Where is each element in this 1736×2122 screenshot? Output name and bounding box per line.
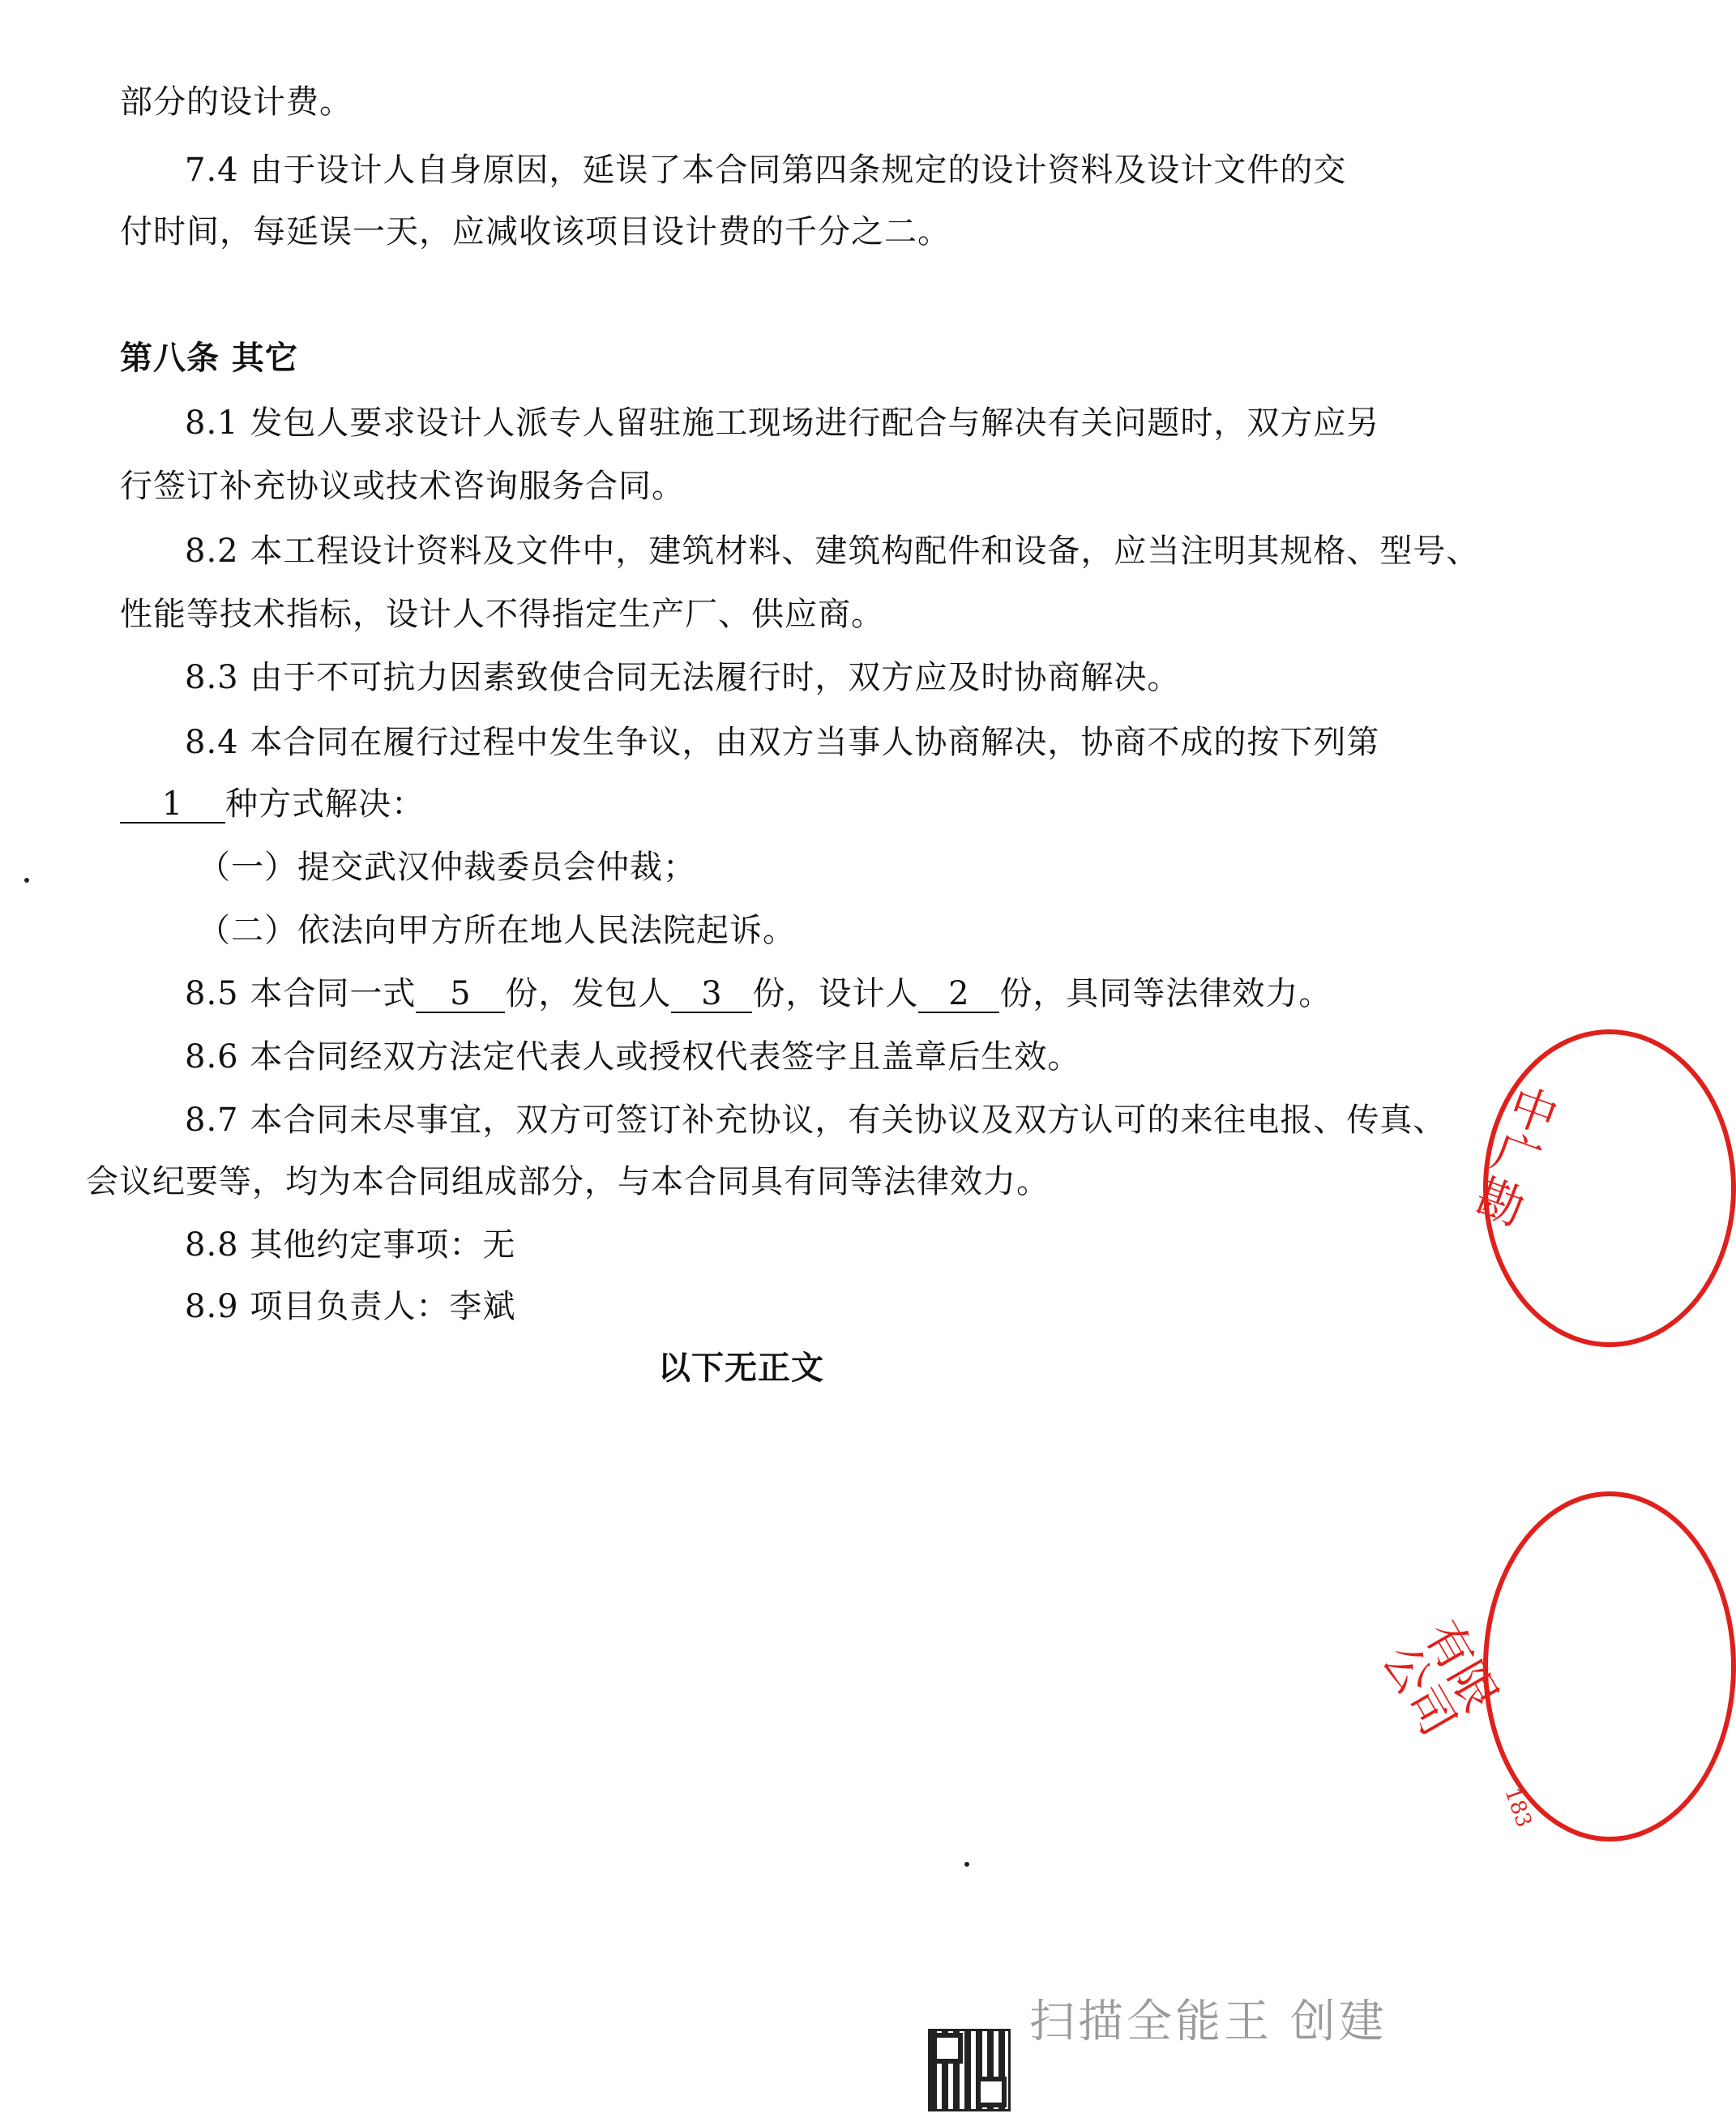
clause-7-4-line1: 7.4 由于设计人自身原因，延误了本合同第四条规定的设计资料及设计文件的交 — [185, 152, 1347, 189]
clause-8-7-line2: 会议纪要等，均为本合同组成部分，与本合同具有同等法律效力。 — [86, 1163, 1050, 1200]
scanner-watermark: 扫描全能王 创建 — [1029, 1996, 1388, 2048]
clause-8-5 — [185, 974, 1332, 1013]
dispute-method-blank: 1 — [120, 786, 225, 824]
clause-8-5-post: 份，具同等法律效力。 — [999, 975, 1332, 1012]
clause-7-4-line2: 付时间，每延误一天，应减收该项目设计费的千分之二。 — [120, 213, 951, 250]
seal-bottom-number: 183 — [1499, 1784, 1537, 1831]
seal-top-lettering: 中 广 勘 — [1469, 1077, 1565, 1237]
qr-code-icon — [930, 2031, 1008, 2109]
clause-8-7-line1: 8.7 本合同未尽事宜，双方可签订补充协议，有关协议及双方认可的来往电报、传真、 — [185, 1102, 1447, 1139]
clause-8-1-line1: 8.1 发包人要求设计人派专人留驻施工现场进行配合与解决有关问题时，双方应另 — [185, 404, 1380, 442]
copies-client-blank: 3 — [671, 976, 752, 1013]
text-line: 部分的设计费。 — [120, 83, 353, 121]
clause-8-5-pre: 8.5 本合同一式 — [185, 975, 417, 1012]
clause-8-4-tail: 种方式解决： — [225, 785, 425, 823]
scan-speck — [24, 878, 29, 883]
clause-8-5-mid1: 份，发包人 — [505, 975, 672, 1012]
clause-8-2-line2: 性能等技术指标，设计人不得指定生产厂、供应商。 — [120, 596, 884, 633]
seal-bottom-lettering: 有限公司 — [1371, 1611, 1509, 1745]
end-of-text-label: 以下无正文 — [658, 1349, 824, 1387]
clause-8-1-line2: 行签订补充协议或技术咨询服务合同。 — [120, 468, 685, 505]
clause-8-9: 8.9 项目负责人：李斌 — [185, 1288, 516, 1325]
dispute-option-1: （一）提交武汉仲裁委员会仲裁； — [198, 849, 696, 886]
clause-8-2-line1: 8.2 本工程设计资料及文件中，建筑材料、建筑构配件和设备，应当注明其规格、型号、 — [185, 533, 1480, 570]
clause-8-3: 8.3 由于不可抗力因素致使合同无法履行时，双方应及时协商解决。 — [185, 659, 1181, 696]
copies-total-blank: 5 — [416, 976, 505, 1013]
clause-8-4-line1: 8.4 本合同在履行过程中发生争议，由双方当事人协商解决，协商不成的按下列第 — [185, 724, 1380, 761]
copies-designer-blank: 2 — [918, 976, 999, 1013]
dispute-option-2: （二）依法向甲方所在地人民法院起诉。 — [198, 912, 796, 949]
clause-8-4-line2 — [120, 785, 425, 824]
scan-speck — [964, 1862, 969, 1867]
clause-8-6: 8.6 本合同经双方法定代表人或授权代表签字且盖章后生效。 — [185, 1038, 1081, 1076]
clause-8-8: 8.8 其他约定事项：无 — [185, 1226, 516, 1264]
clause-8-5-mid2: 份，设计人 — [752, 975, 919, 1012]
article-8-heading: 第八条 其它 — [120, 339, 298, 377]
